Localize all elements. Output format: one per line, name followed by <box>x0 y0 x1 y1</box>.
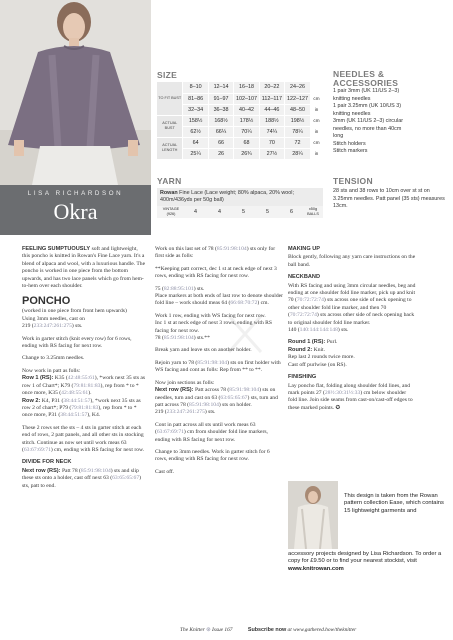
footer: The Knitter ⊛ Issue 167 Subscribe now at www.gathered.how/theknitter <box>180 627 357 633</box>
size-values: 85:91:98:104 <box>197 359 228 366</box>
balls-value: 5 <box>242 209 245 215</box>
text: Rejoin yarn to 78 ( <box>155 359 198 366</box>
needle-item: long <box>333 133 344 139</box>
making-up-heading: MAKING UP <box>288 246 321 252</box>
intro-paragraph <box>22 246 147 290</box>
text: ) cm below shoulder fold line. Join side seams from cast-on/cast-off edges to these marked points. <box>288 389 413 411</box>
size-cell: 36–38 <box>208 104 233 115</box>
size-unit: in <box>310 104 323 115</box>
size-cell: 70¼ <box>234 126 259 137</box>
needle-item: 1 pair 3mm (UK 11/US 2–3) <box>333 88 400 94</box>
size-cell: 91–97 <box>208 93 233 104</box>
col2-paragraph: **Keeping patt correct, dec 1 st at neck edge of next 3 rows, ending with RS facing for next row. <box>155 265 277 280</box>
size-values: 85:91:98:104 <box>216 246 247 252</box>
size-cell: 68 <box>234 137 259 148</box>
subscribe-label: Subscribe now <box>247 627 287 633</box>
row1-text: ), rep from * to * once more, K35 ( <box>22 382 139 397</box>
text: ) cm. <box>257 300 269 307</box>
size-values: 42:48:55:61 <box>67 375 95 382</box>
size-values: 28½:30:31½:33 <box>324 389 361 396</box>
designer-name: LISA RICHARDSON <box>27 190 124 197</box>
size-values: 63:67:69:71 <box>23 446 51 453</box>
round1-label: Round 1 (RS): <box>288 339 326 346</box>
size-table-row <box>157 115 323 126</box>
row2-label: Row 2: <box>22 397 41 404</box>
size-cell: 44–46 <box>259 104 284 115</box>
size-cell: 28¼ <box>285 148 310 159</box>
needle-item: Stitch markers <box>333 148 368 154</box>
text: 78 ( <box>155 335 164 342</box>
size-cell: 188½ <box>259 115 284 126</box>
size-cell: 198½ <box>285 115 310 126</box>
size-unit: in <box>310 148 323 159</box>
neckband-heading: NECKBAND <box>288 274 321 281</box>
size-cell: 26¾ <box>234 148 259 159</box>
text: Work 1 row, ending with WS facing for next row. <box>155 312 266 319</box>
text: 75 ( <box>155 285 164 292</box>
size-cell: 66 <box>208 137 233 148</box>
text: 140 ( <box>288 327 300 334</box>
needle-item: knitting needles <box>333 95 371 102</box>
size-values: 85:91:98:104 <box>189 401 219 408</box>
col2-paragraph: Change to 3mm needles. Work in garter stitch for 6 rows, ending with RS facing for next row. <box>155 448 270 463</box>
text: ) sts on needles, turn and cast on 63 ( <box>155 387 276 401</box>
size-cell: 81–86 <box>183 93 208 104</box>
finishing-text <box>288 383 416 413</box>
size-values: 140:144:144:148 <box>299 327 338 334</box>
size-cell: 16–18 <box>234 82 259 93</box>
size-values: 38:44:51:57 <box>60 412 88 419</box>
pattern-title: Okra <box>53 199 98 224</box>
promo-more-text: accessory projects designed by Lisa Richardson. To order a copy for £9.50 or to find your nearest stockist, visit <box>288 551 442 565</box>
column-2 <box>155 246 283 481</box>
size-unit: in <box>310 126 323 137</box>
col2-paragraph <box>155 246 283 261</box>
needle-item: 3mm (UK 11/US 2–3) circular <box>333 118 403 124</box>
promo-details <box>288 551 446 573</box>
balls-value: 4 <box>194 209 197 215</box>
vintage-label: VINTAGE (926) <box>162 207 180 216</box>
text: ) sts on first holder with WS facing and cont as folls: Rep from ** to **. <box>155 359 281 374</box>
col2-paragraph <box>155 360 283 375</box>
size-cell: 26 <box>208 148 233 159</box>
text: 219 ( <box>155 409 167 416</box>
size-heading: SIZE <box>157 70 178 80</box>
intro-lead: FEELING SUMPTUOUSLY <box>22 246 91 252</box>
text: ) cm from shoulder fold line markers, ending with RS facing for next row. <box>155 429 268 443</box>
text: Now join sections as folls: <box>155 379 215 386</box>
size-cell: 102–107 <box>234 93 259 104</box>
col2-paragraph: Cast off. <box>155 468 175 475</box>
size-cell: 62½ <box>183 126 208 137</box>
size-unit: cm <box>310 115 323 126</box>
size-values: 66:68:70:72 <box>230 300 258 307</box>
text: Patt across 78 ( <box>193 387 230 394</box>
row1-text: ), *work next 35 sts as row 1 of Chart*; K79 ( <box>22 375 146 389</box>
size-cell: 25¼ <box>183 148 208 159</box>
size-values: 63:67:69:71 <box>156 429 184 436</box>
size-cell: 64 <box>183 137 208 148</box>
poncho-sub: (worked in one piece from front hem upwards) <box>22 308 127 315</box>
needles-list <box>333 88 449 156</box>
size-row-label: ACTUAL BUST <box>157 115 183 137</box>
size-values: 42:48:55:61 <box>61 390 89 397</box>
text: Cast off purlwise (on RS). <box>288 361 347 368</box>
tension-heading: TENSION <box>333 176 373 186</box>
size-row-label: ACTUAL LENGTH <box>157 137 183 159</box>
rows-intro: Now work in patt as folls: <box>22 367 81 374</box>
tension-text: 28 sts and 38 rows to 10cm over st st on 3.25mm needles. Patt panel (35 sts) measures 13cm. <box>333 188 445 209</box>
change-paragraph: Change to 3.25mm needles. <box>22 355 85 362</box>
divide-text: ) sts and slip these sts onto a holder, cast off next 63 ( <box>22 467 139 482</box>
size-cell: 168½ <box>208 115 233 126</box>
text: ) sts across one side of neck opening to other shoulder fold line marker, and then 70 ( <box>288 297 412 319</box>
needle-item: knitting needles <box>333 110 371 117</box>
size-values: 79:81:81:83 <box>71 404 99 411</box>
size-table <box>157 82 323 160</box>
col2-paragraph <box>155 380 283 417</box>
size-cell: 20–22 <box>259 82 284 93</box>
next-row-label: Next row (RS): <box>22 467 61 474</box>
poncho-heading: PONCHO <box>22 295 71 308</box>
promo-text: This design is taken from the Rowan pattern collection Ease, which contains 15 lightweight garments and <box>344 493 444 514</box>
row1-text: K35 ( <box>53 375 68 382</box>
text: Place markers at both ends of last row to denote shoulder fold line – work should meas 64 ( <box>155 293 284 307</box>
yarn-details: Fine Lace (Lace weight; 80% alpaca, 20% wool; 400m/436yds per 50g ball) <box>160 190 294 203</box>
text: ) sts on holder. <box>218 401 252 408</box>
balls-unit: x50g BALLS <box>307 207 319 216</box>
making-up-text: Block gently, following any yarn care instructions on the ball band. <box>288 254 416 268</box>
yarn-heading: YARN <box>157 176 182 186</box>
divide-text: ) sts, patt to end. <box>22 475 142 489</box>
title-band <box>0 185 151 235</box>
sets-text: ) cm, ending with RS facing for next row. <box>50 446 145 453</box>
magazine-name: The Knitter <box>180 627 205 633</box>
round2-label: Round 2: <box>288 346 313 353</box>
text: ) sts across other side of neck opening back to original shoulder fold line marker. <box>288 312 415 326</box>
subscribe-url[interactable]: at www.gathered.how/theknitter <box>286 627 357 633</box>
next-row-label: Next row (RS): <box>155 387 194 394</box>
balls-value: 4 <box>218 209 221 215</box>
size-table-row <box>157 82 323 93</box>
col2-paragraph <box>155 422 283 444</box>
needles-heading: NEEDLES & ACCESSORIES <box>333 69 399 88</box>
needle-item: 1 pair 3.25mm (UK 10/US 3) <box>333 103 402 109</box>
size-values: 85:91:98:104 <box>229 387 260 394</box>
size-cell: 122–127 <box>285 93 310 104</box>
yarn-description <box>157 188 323 206</box>
divide-text: Patt 78 ( <box>60 467 81 474</box>
intro-text: soft and lightweight, this poncho is knitted in Rowan's Fine Lace yarn. It's a blend of alpaca and wool, with a luxurious handle. The poncho is worked in one piece from the bottom upwards, and has two lace panels which go from hem-to-hem over each shoulder. <box>22 246 146 290</box>
size-values: 63:65:65:67 <box>220 394 248 401</box>
text: With RS facing and using 3mm circular needles, beg and ending at one shoulder fold line marker, pick up and knit 70 ( <box>288 282 416 304</box>
size-cell: 74¼ <box>259 126 284 137</box>
text: ) sts.** <box>193 335 210 342</box>
size-values: 70:72:72:74 <box>296 297 324 304</box>
col2-paragraph <box>155 286 283 308</box>
row2-text: ), K4. <box>87 412 101 419</box>
size-values: 38:44:51:57 <box>63 397 91 404</box>
text: Inc 1 st at neck edge of next 3 rows, ending with RS facing for next row. <box>155 320 272 334</box>
neckband-text <box>288 283 416 335</box>
size-cell: 72 <box>285 137 310 148</box>
issue-number: Issue 167 <box>211 627 233 633</box>
size-values: 85:91:98:104 <box>80 467 111 474</box>
balls-value: 6 <box>290 209 293 215</box>
book-cover-image <box>288 481 338 549</box>
size-cell: 32–34 <box>183 104 208 115</box>
garter-paragraph: Work in garter stitch (knit every row) for 6 rows, ending with RS facing for next row. <box>22 335 132 350</box>
size-values: 233:247:261:275 <box>33 323 72 330</box>
size-values: 85:91:98:104 <box>163 335 194 342</box>
size-cell: 48–50 <box>285 104 310 115</box>
yarn-brand: Rowan <box>160 190 178 196</box>
size-values: 82:88:95:101 <box>163 285 194 292</box>
cast-on-value: 219 ( <box>22 323 34 330</box>
yarn-quantity-row <box>157 206 323 218</box>
poncho-subheading <box>22 308 147 330</box>
column-3 <box>288 246 416 417</box>
row2-text: ), rep from * to * once more, P31 ( <box>22 404 137 419</box>
text: ) sts. <box>204 409 216 416</box>
text: ) sts. <box>193 285 205 292</box>
size-cell: 66¼ <box>208 126 233 137</box>
text: ) sts, turn and patt across 78 ( <box>155 394 278 408</box>
text: Work on this last set of 78 ( <box>155 246 217 252</box>
size-cell: 70 <box>259 137 284 148</box>
size-cell: 12–14 <box>208 82 233 93</box>
needle-item: needles, no more than 40cm <box>333 125 402 132</box>
size-unit: cm <box>310 93 323 104</box>
size-values: 63:65:65:67 <box>112 475 140 482</box>
size-table-row <box>157 137 323 148</box>
divide-paragraph <box>22 468 147 490</box>
text: ) sts. <box>337 327 349 334</box>
rounds-text <box>288 339 416 369</box>
size-unit: cm <box>310 137 323 148</box>
row2-text: K4, P31 ( <box>40 397 64 404</box>
size-values: 233:247:261:275 <box>166 409 205 416</box>
text: Rep last 2 rounds twice more. <box>288 354 355 361</box>
size-row-label: TO FIT BUST <box>157 82 183 115</box>
row1-text: ). <box>88 390 92 397</box>
size-values: 70:72:72:74 <box>289 312 317 319</box>
cast-on-text: Using 3mm needles, cast on <box>22 315 85 322</box>
finishing-heading: FINISHING <box>288 374 317 381</box>
row2-text: ), *work next 35 sts as row 2 of chart*; P79 ( <box>22 397 141 411</box>
end-mark-icon: ✪ <box>335 404 341 411</box>
row1-label: Row 1 (RS): <box>22 375 54 382</box>
size-values: 79:81:81:83 <box>73 382 101 389</box>
col2-paragraph <box>155 313 283 343</box>
needle-item: Stitch holders <box>333 140 366 147</box>
cast-on-end: ) sts. <box>71 323 83 330</box>
size-cell: 8–10 <box>183 82 208 93</box>
model-photo <box>0 0 151 185</box>
size-unit <box>310 82 323 93</box>
balls-value: 5 <box>266 209 269 215</box>
divide-heading: DIVIDE FOR NECK <box>22 459 72 466</box>
text: Lay poncho flat, folding along shoulder fold lines, and mark points 27 ( <box>288 382 411 396</box>
sets-text: These 2 rows set the sts – 4 sts in garter stitch at each end of rows, 2 patt panels, and all other sts in stocking stitch. Continue as now set until work meas 63 ( <box>22 424 144 453</box>
promo-url-link[interactable]: www.knitrowan.com <box>288 565 344 572</box>
column-1 <box>22 246 147 495</box>
size-cell: 24–26 <box>285 82 310 93</box>
size-cell: 40–42 <box>234 104 259 115</box>
sets-paragraph <box>22 425 147 455</box>
size-cell: 178½ <box>234 115 259 126</box>
rows-paragraph <box>22 368 147 420</box>
size-cell: 27½ <box>259 148 284 159</box>
size-cell: 112–117 <box>259 93 284 104</box>
col2-paragraph: Break yarn and leave sts on another holder. <box>155 347 252 354</box>
size-cell: 158½ <box>183 115 208 126</box>
text: ) sts only for first side as folls: <box>155 246 276 260</box>
text: Knit. <box>312 346 325 353</box>
text: Purl. <box>325 339 338 346</box>
size-cell: 78¼ <box>285 126 310 137</box>
text: Cont in patt across all sts until work meas 63 ( <box>155 421 256 436</box>
